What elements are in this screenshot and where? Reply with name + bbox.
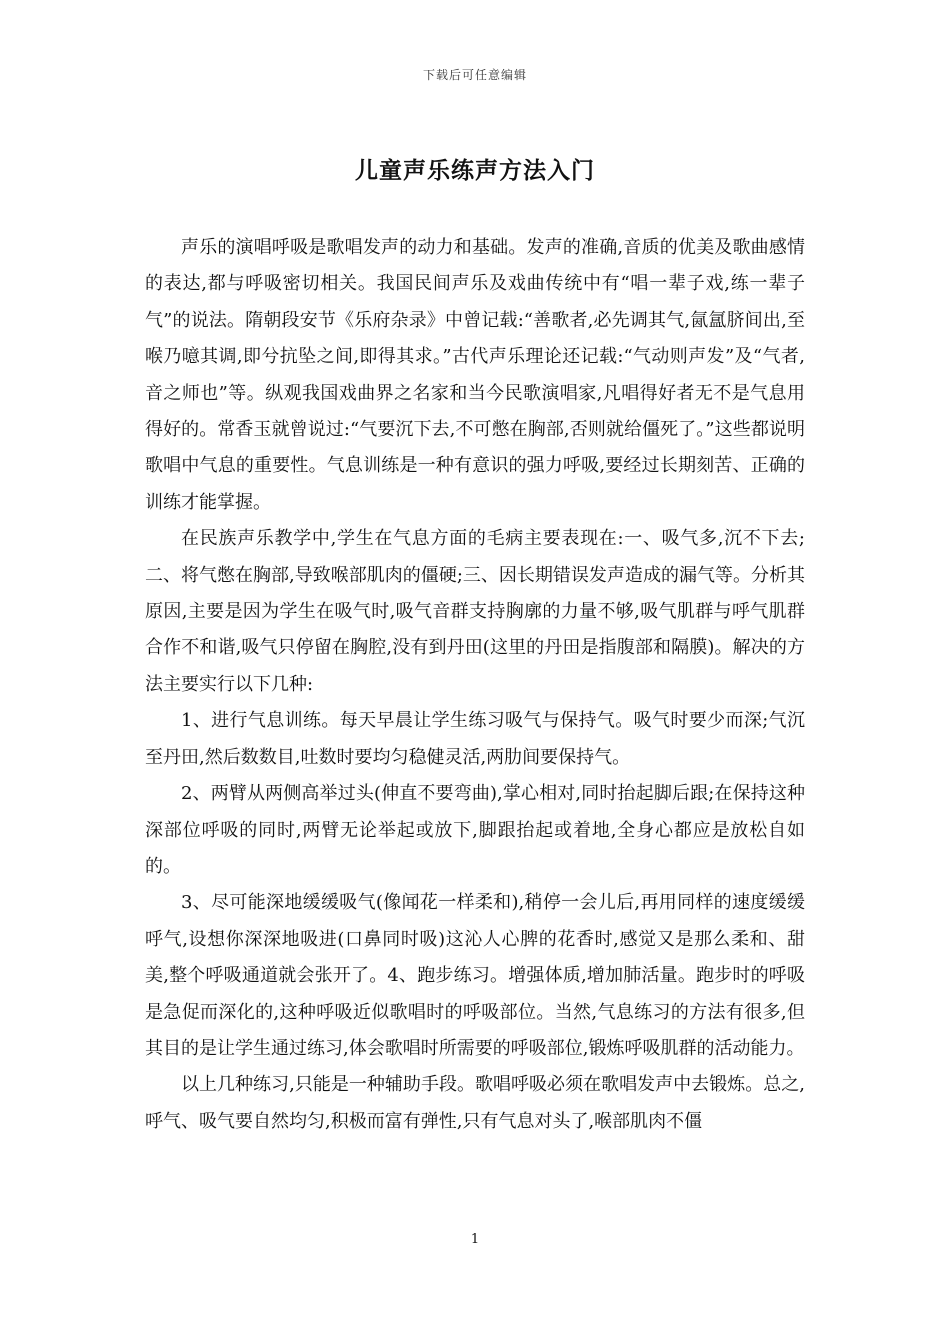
paragraph-summary: 以上几种练习,只能是一种辅助手段。歌唱呼吸必须在歌唱发声中去锻炼。总之,呼气、吸气要自然均匀,积极而富有弹性,只有气息对头了,喉部肌肉不僵	[145, 1074, 805, 1132]
page-number: 1	[470, 1232, 480, 1247]
paragraph-method-1: 1、进行气息训练。每天早晨让学生练习吸气与保持气。吸气时要少而深;气沉至丹田,然后数数目,吐数时要均匀稳健灵活,两肋间要保持气。	[145, 710, 805, 768]
paragraph-intro: 声乐的演唱呼吸是歌唱发声的动力和基础。发声的准确,音质的优美及歌曲感情的表达,都与呼吸密切相关。我国民间声乐及戏曲传统中有“唱一辈子戏,练一辈子气”的说法。隋朝段安节《乐府杂录》中曾记载:“善歌者,必先调其气,氤氲脐间出,至喉乃噫其调,即兮抗坠之间,即得其求。”古代声乐理论还记载:“气动则声发”及“气者,音之师也”等。纵观我国戏曲界之名家和当今民歌演唱家,凡唱得好者无不是气息用得好的。常香玉就曾说过:“气要沉下去,不可憋在胸部,否则就给僵死了。”这些都说明歌唱中气息的重要性。气息训练是一种有意识的强力呼吸,要经过长期刻苦、正确的训练才能掌握。	[145, 237, 805, 513]
document-body	[145, 230, 805, 1140]
paragraph-method-3-4: 3、尽可能深地缓缓吸气(像闻花一样柔和),稍停一会儿后,再用同样的速度缓缓呼气,设想你深深地吸进(口鼻同时吸)这沁人心脾的花香时,感觉又是那么柔和、甜美,整个呼吸通道就会张开了。4、跑步练习。增强体质,增加肺活量。跑步时的呼吸是急促而深化的,这种呼吸近似歌唱时的呼吸部位。当然,气息练习的方法有很多,但其目的是让学生通过练习,体会歌唱时所需要的呼吸部位,锻炼呼吸肌群的活动能力。	[145, 892, 805, 1059]
paragraph-method-2: 2、两臂从两侧高举过头(伸直不要弯曲),掌心相对,同时抬起脚后跟;在保持这种深部位呼吸的同时,两臂无论举起或放下,脚跟抬起或着地,全身心都应是放松自如的。	[145, 783, 805, 877]
document-title: 儿童声乐练声方法入门	[355, 157, 595, 184]
paragraph-problems: 在民族声乐教学中,学生在气息方面的毛病主要表现在:一、吸气多,沉不下去;二、将气憋在胸部,导致喉部肌肉的僵硬;三、因长期错误发声造成的漏气等。分析其原因,主要是因为学生在吸气时,吸气音群支持胸廓的力量不够,吸气肌群与呼气肌群合作不和谐,吸气只停留在胸腔,没有到丹田(这里的丹田是指腹部和隔膜)。解决的方法主要实行以下几种:	[145, 528, 805, 695]
header-note: 下载后可任意编辑	[422, 68, 527, 82]
